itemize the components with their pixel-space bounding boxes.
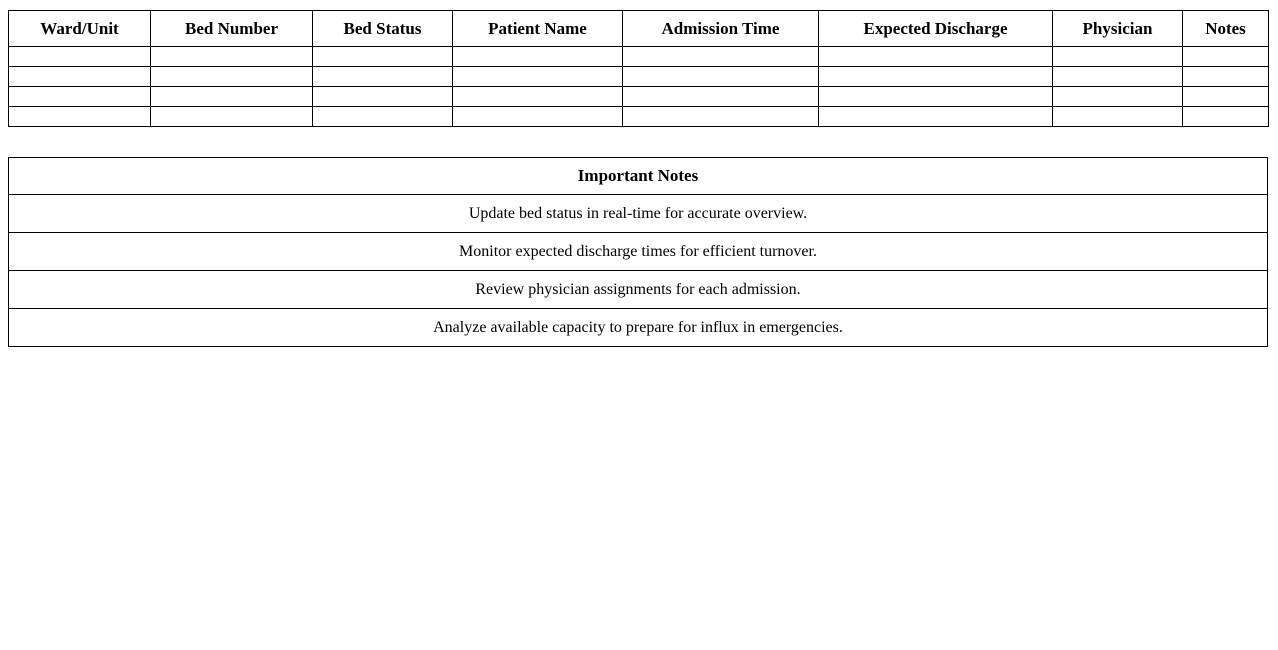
bed-table-empty-cell (453, 87, 623, 107)
bed-table-empty-cell (1183, 47, 1269, 67)
bed-table-empty-cell (151, 87, 313, 107)
bed-table-empty-cell (313, 67, 453, 87)
note-item: Analyze available capacity to prepare for influx in emergencies. (9, 309, 1268, 347)
bed-status-table (8, 10, 1269, 127)
header-ward-unit: Ward/Unit (9, 11, 151, 47)
bed-table-empty-cell (623, 107, 819, 127)
bed-table-empty-cell (9, 67, 151, 87)
bed-table-empty-cell (623, 47, 819, 67)
note-item: Update bed status in real-time for accurate overview. (9, 195, 1268, 233)
bed-table-empty-cell (9, 107, 151, 127)
bed-table-empty-cell (819, 107, 1053, 127)
header-physician: Physician (1053, 11, 1183, 47)
header-bed-status: Bed Status (313, 11, 453, 47)
note-item: Monitor expected discharge times for efficient turnover. (9, 233, 1268, 271)
note-item: Review physician assignments for each admission. (9, 271, 1268, 309)
notes-title-row (9, 158, 1268, 195)
bed-table-empty-cell (819, 47, 1053, 67)
bed-table-empty-cell (1183, 107, 1269, 127)
bed-table-empty-cell (453, 67, 623, 87)
bed-table-empty-cell (819, 67, 1053, 87)
bed-table-empty-cell (623, 87, 819, 107)
note-row (9, 233, 1268, 271)
bed-table-empty-cell (453, 47, 623, 67)
bed-table-empty-row (9, 107, 1269, 127)
bed-table-empty-cell (151, 107, 313, 127)
important-notes-table (8, 157, 1268, 347)
bed-table-empty-cell (1183, 67, 1269, 87)
bed-table-empty-cell (313, 87, 453, 107)
bed-table-empty-cell (1053, 67, 1183, 87)
note-row (9, 271, 1268, 309)
bed-table-empty-cell (313, 47, 453, 67)
header-notes: Notes (1183, 11, 1269, 47)
bed-table-empty-row (9, 67, 1269, 87)
bed-table-empty-cell (623, 67, 819, 87)
bed-table-empty-cell (151, 67, 313, 87)
bed-table-empty-cell (819, 87, 1053, 107)
bed-table-empty-cell (1053, 87, 1183, 107)
bed-table-empty-cell (9, 47, 151, 67)
bed-table-empty-cell (1053, 107, 1183, 127)
bed-table-empty-row (9, 47, 1269, 67)
header-expected-discharge: Expected Discharge (819, 11, 1053, 47)
bed-table-empty-cell (151, 47, 313, 67)
bed-table-empty-cell (1053, 47, 1183, 67)
bed-table-header-row (9, 11, 1269, 47)
bed-table-empty-cell (313, 107, 453, 127)
header-bed-number: Bed Number (151, 11, 313, 47)
bed-table-empty-cell (1183, 87, 1269, 107)
header-admission-time: Admission Time (623, 11, 819, 47)
bed-table-empty-cell (9, 87, 151, 107)
notes-title: Important Notes (9, 158, 1268, 195)
bed-table-empty-cell (453, 107, 623, 127)
bed-table-empty-row (9, 87, 1269, 107)
note-row (9, 309, 1268, 347)
note-row (9, 195, 1268, 233)
header-patient-name: Patient Name (453, 11, 623, 47)
